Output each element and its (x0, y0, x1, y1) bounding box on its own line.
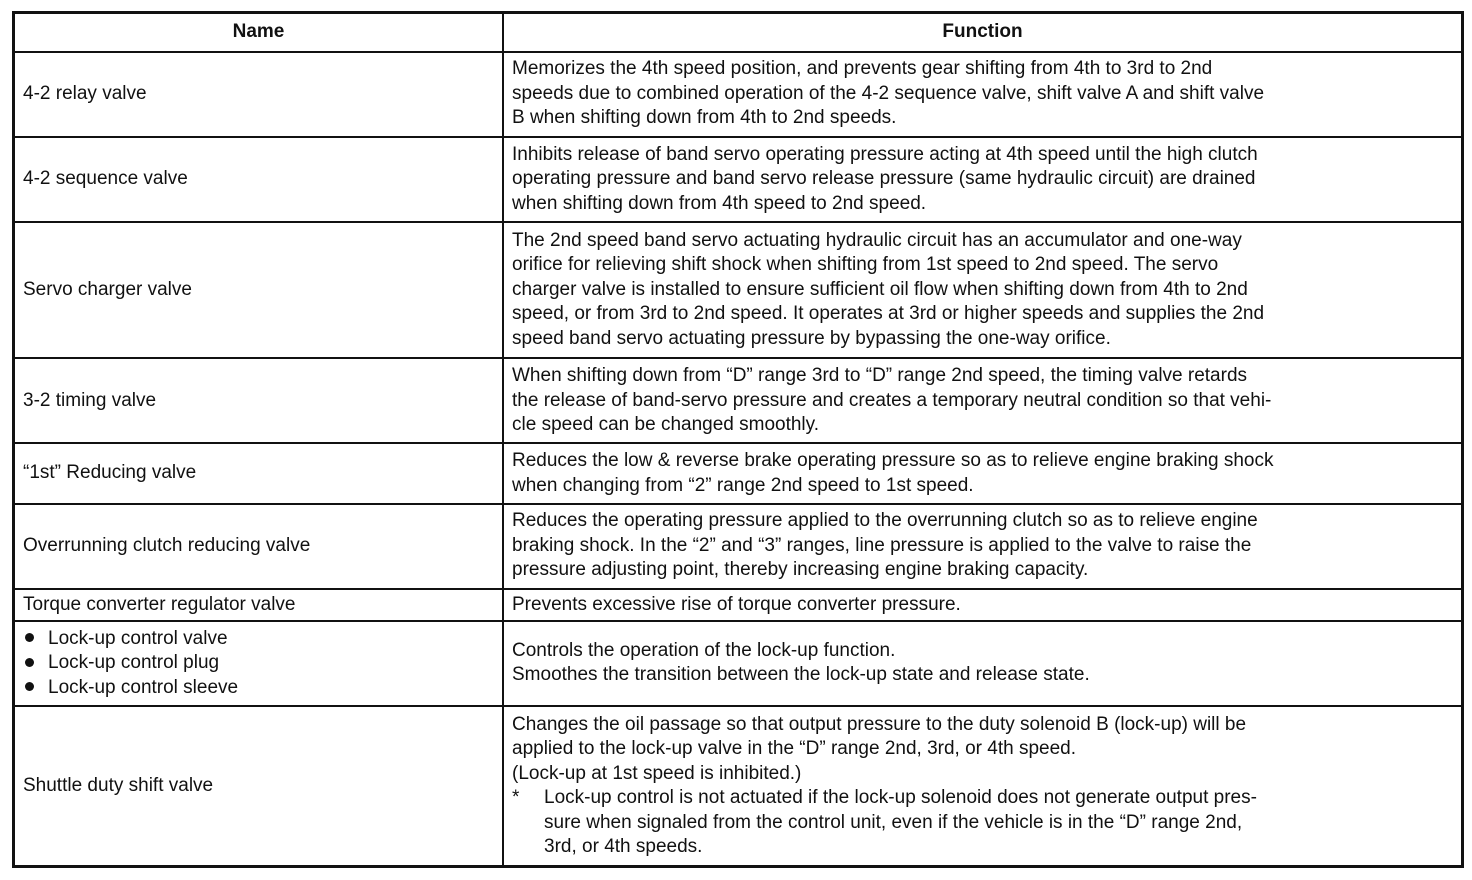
valve-function-cell (503, 52, 1463, 137)
valve-name: Torque converter regulator valve (23, 593, 296, 615)
function-line: Reduces the operating pressure applied to the overrunning clutch so as to relieve engine (512, 510, 1258, 532)
table-row (14, 706, 1463, 866)
function-line: B when shifting down from 4th to 2nd speeds. (512, 107, 897, 129)
function-line: Prevents excessive rise of torque converter pressure. (512, 593, 961, 615)
function-line: orifice for relieving shift shock when shifting from 1st speed to 2nd speed. The servo (512, 254, 1219, 276)
valve-name: Lock-up control valve (48, 627, 228, 649)
name-column-header: Name (14, 13, 504, 52)
valve-name: 4-2 relay valve (23, 82, 147, 104)
valve-name-cell (14, 358, 504, 443)
footnote-line: 3rd, or 4th speeds. (544, 836, 703, 858)
valve-name-cell (14, 706, 504, 866)
bullet-icon (25, 682, 34, 691)
footnote-line: Lock-up control is not actuated if the lock-up solenoid does not generate output pres- (544, 787, 1257, 809)
function-line: Changes the oil passage so that output pressure to the duty solenoid B (lock-up) will be (512, 713, 1247, 735)
valve-function-cell (503, 504, 1463, 589)
function-line: (Lock-up at 1st speed is inhibited.) (512, 762, 802, 784)
footnote-line: sure when signaled from the control unit, even if the vehicle is in the “D” range 2nd, (544, 811, 1243, 833)
table-row (14, 621, 1463, 706)
function-line: when shifting down from 4th speed to 2nd speed. (512, 192, 927, 214)
footnote (512, 786, 1453, 811)
valve-function-cell (503, 222, 1463, 358)
valve-name: “1st” Reducing valve (23, 462, 197, 484)
table-header-row (14, 13, 1463, 52)
valve-name-cell (14, 222, 504, 358)
valve-name: 3-2 timing valve (23, 389, 157, 411)
valve-name: Shuttle duty shift valve (23, 774, 214, 796)
bullet-list-item (23, 627, 494, 652)
table-row (14, 504, 1463, 589)
table-row (14, 222, 1463, 358)
valve-name-cell (14, 621, 504, 706)
valve-function-cell (503, 358, 1463, 443)
bullet-list-item (23, 676, 494, 701)
valve-name: Lock-up control plug (48, 652, 220, 674)
function-line: applied to the lock-up valve in the “D” range 2nd, 3rd, or 4th speed. (512, 738, 1077, 760)
table-row (14, 589, 1463, 621)
valve-function-cell (503, 589, 1463, 621)
valve-name-cell (14, 589, 504, 621)
function-line: Inhibits release of band servo operating pressure acting at 4th speed until the high clutch (512, 143, 1258, 165)
function-line: Memorizes the 4th speed position, and prevents gear shifting from 4th to 3rd to 2nd (512, 58, 1213, 80)
valve-name-cell (14, 137, 504, 222)
function-line: the release of band-servo pressure and creates a temporary neutral condition so that vehi- (512, 389, 1272, 411)
function-line: operating pressure and band servo release pressure (same hydraulic circuit) are drained (512, 168, 1256, 190)
valve-name-cell (14, 52, 504, 137)
function-line: The 2nd speed band servo actuating hydraulic circuit has an accumulator and one-way (512, 229, 1242, 251)
footnote-mark: * (512, 787, 520, 809)
table-row (14, 358, 1463, 443)
table-row (14, 443, 1463, 503)
bullet-list-item (23, 651, 494, 676)
table-row (14, 137, 1463, 222)
function-line: pressure adjusting point, thereby increasing engine braking capacity. (512, 559, 1089, 581)
bullet-icon (25, 658, 34, 667)
bullet-icon (25, 633, 34, 642)
valve-name: Lock-up control sleeve (48, 676, 239, 698)
function-line: Smoothes the transition between the lock-up state and release state. (512, 664, 1090, 686)
table-row (14, 52, 1463, 137)
function-line: speed, or from 3rd to 2nd speed. It operates at 3rd or higher speeds and supplies the 2nd (512, 303, 1265, 325)
function-column-header: Function (503, 13, 1463, 52)
function-line: when changing from “2” range 2nd speed to 1st speed. (512, 474, 974, 496)
valve-function-cell (503, 706, 1463, 866)
valve-function-cell (503, 621, 1463, 706)
valve-name: 4-2 sequence valve (23, 168, 188, 190)
valve-name: Overrunning clutch reducing valve (23, 534, 311, 556)
function-line: When shifting down from “D” range 3rd to “D” range 2nd speed, the timing valve retards (512, 365, 1248, 387)
valve-name: Servo charger valve (23, 278, 192, 300)
valve-name-cell (14, 504, 504, 589)
valve-function-cell (503, 137, 1463, 222)
function-line: charger valve is installed to ensure sufficient oil flow when shifting down from 4th to 2nd (512, 278, 1248, 300)
function-line: Reduces the low & reverse brake operating pressure so as to relieve engine braking shock (512, 450, 1274, 471)
function-line: speed band servo actuating pressure by bypassing the one-way orifice. (512, 327, 1111, 349)
valve-function-cell (503, 443, 1463, 503)
function-line: cle speed can be changed smoothly. (512, 414, 820, 436)
function-line: Controls the operation of the lock-up function. (512, 639, 896, 661)
function-line: speeds due to combined operation of the 4-2 sequence valve, shift valve A and shift valve (512, 82, 1265, 104)
function-line: braking shock. In the “2” and “3” ranges, line pressure is applied to the valve to raise the (512, 534, 1252, 556)
valve-function-table (12, 11, 1464, 868)
valve-name-cell (14, 443, 504, 503)
